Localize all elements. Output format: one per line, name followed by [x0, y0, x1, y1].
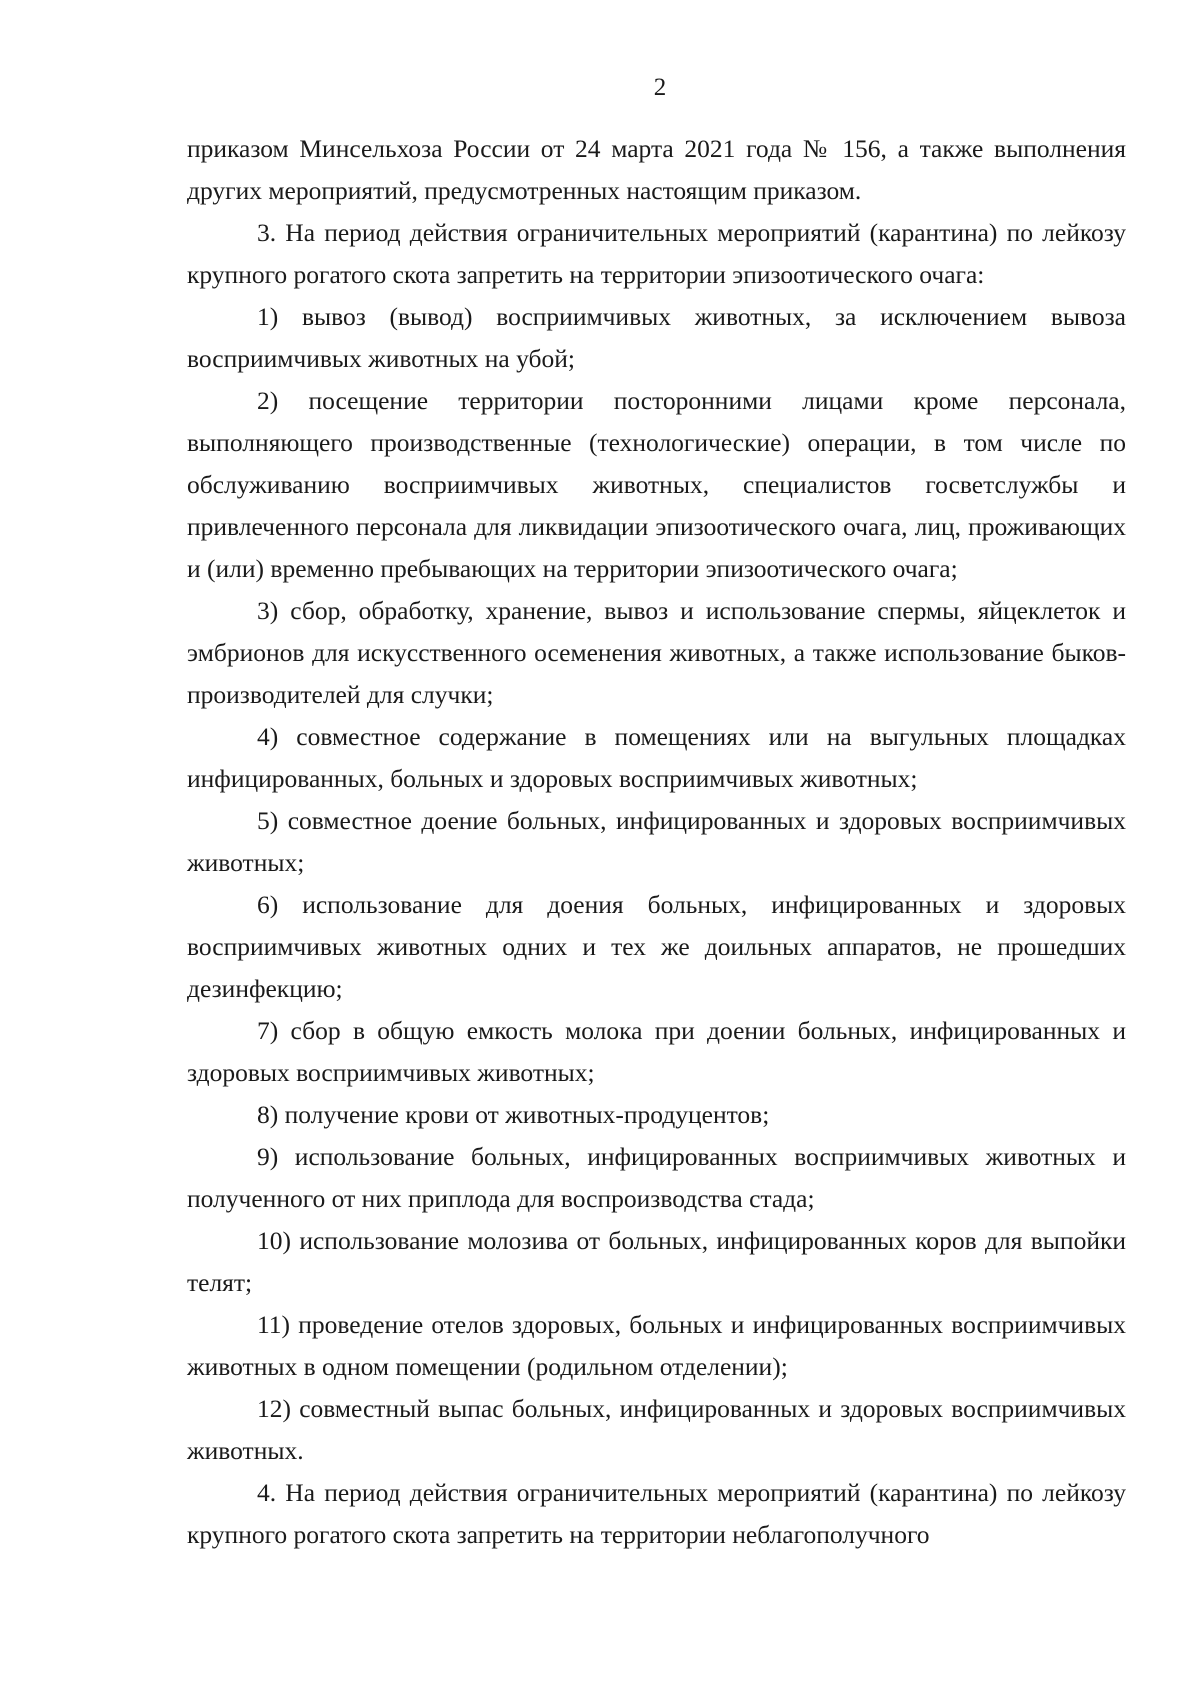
document-body: [187, 128, 1126, 1556]
list-item-5: 5) совместное доение больных, инфицированных и здоровых восприимчивых животных;: [187, 806, 1126, 877]
list-item-6: 6) использование для доения больных, инфицированных и здоровых восприимчивых животных одних и тех же доильных аппаратов, не прошедших дезинфекцию;: [187, 890, 1126, 1003]
paragraph-section-3: 3. На период действия ограничительных мероприятий (карантина) по лейкозу крупного рогатого скота запретить на территории эпизоотического очага:: [187, 218, 1126, 289]
list-item-11: 11) проведение отелов здоровых, больных и инфицированных восприимчивых животных в одном помещении (родильном отделении);: [187, 1310, 1126, 1381]
list-item-9: 9) использование больных, инфицированных восприимчивых животных и полученного от них приплода для воспроизводства стада;: [187, 1142, 1126, 1213]
page-number: 2: [653, 74, 667, 101]
list-item-4: 4) совместное содержание в помещениях или на выгульных площадках инфицированных, больных и здоровых восприимчивых животных;: [187, 722, 1126, 793]
list-item-10: 10) использование молозива от больных, инфицированных коров для выпойки телят;: [187, 1226, 1126, 1297]
paragraph-continuation: приказом Минсельхоза России от 24 марта 2021 года № 156, а также выполнения других мероприятий, предусмотренных настоящим приказом.: [187, 134, 1126, 205]
list-item-2: 2) посещение территории посторонними лицами кроме персонала, выполняющего производственные (технологические) операции, в том числе по обслуживанию восприимчивых животных, специалистов госветслужбы и привлеченного персонала для ликвидации эпизоотического очага, лиц, проживающих и (или) временно пребывающих на территории эпизоотического очага;: [187, 386, 1126, 583]
list-item-3: 3) сбор, обработку, хранение, вывоз и использование спермы, яйцеклеток и эмбрионов для искусственного осеменения животных, а также использование быков-производителей для случки;: [187, 596, 1126, 709]
paragraph-section-4: 4. На период действия ограничительных мероприятий (карантина) по лейкозу крупного рогатого скота запретить на территории неблагополучного: [187, 1478, 1126, 1549]
list-item-7: 7) сбор в общую емкость молока при доении больных, инфицированных и здоровых восприимчивых животных;: [187, 1016, 1126, 1087]
list-item-8: 8) получение крови от животных-продуцентов;: [257, 1100, 770, 1129]
list-item-12: 12) совместный выпас больных, инфицированных и здоровых восприимчивых животных.: [187, 1394, 1126, 1465]
list-item-1: 1) вывоз (вывод) восприимчивых животных, за исключением вывоза восприимчивых животных на убой;: [187, 302, 1126, 373]
